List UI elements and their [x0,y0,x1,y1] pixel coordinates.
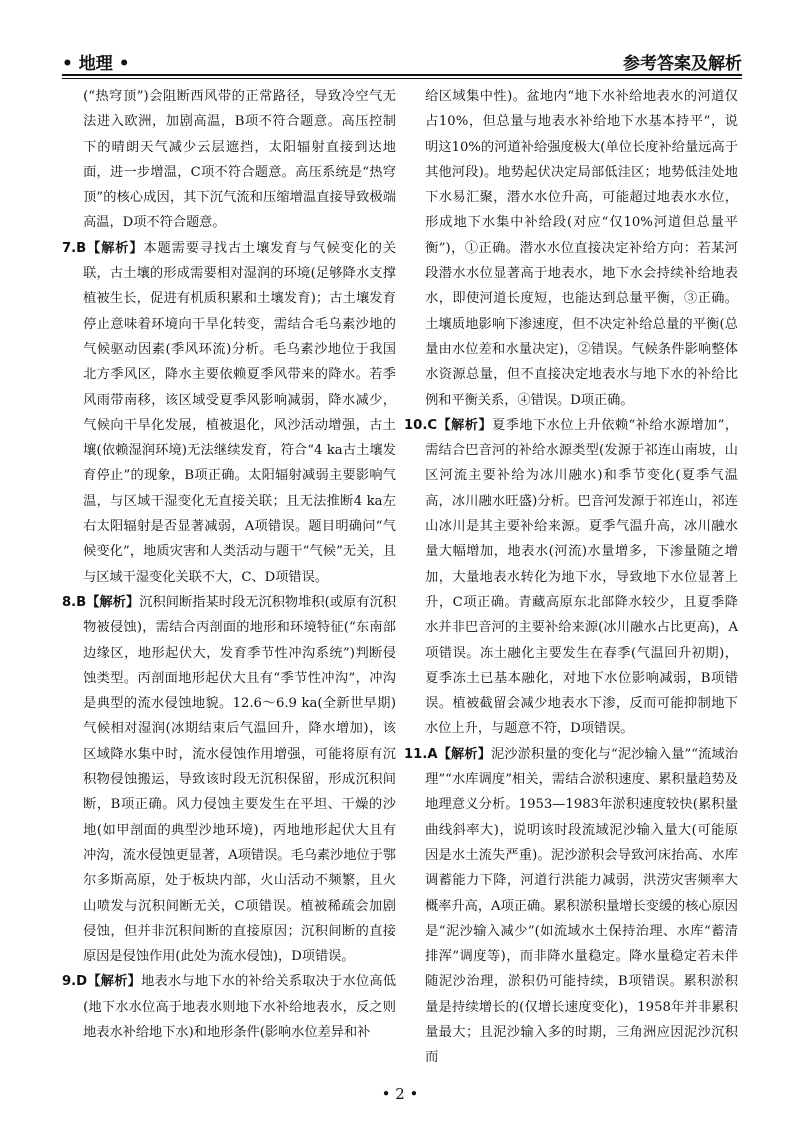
continuation-paragraph: (“热穹顶”)会阻断西风带的正常路径，导致冷空气无法进入欧洲，加剧高温，B项不符合题意。高压控制下的晴朗天气减少云层遮挡，太阳辐射直接到达地面，进一步增温，C项不符合题意。高压系统是“热穹顶”的核心成因，其下沉气流和压缩增温直接导致极端高温，D项不符合题意。 [83,89,396,231]
header-rule-thin [62,78,742,79]
question-number: 9.D [62,974,88,990]
analysis-tag: 【解析】 [437,746,492,762]
analysis-text: 本题需要寻找古土壤发育与气候变化的关联，古土壤的形成需要相对湿润的环境(足够降水支撑植被生长，促进有机质积累和土壤发育)；古土壤发育停止意味着环境向干旱化转变，需结合毛乌素沙地的气候驱动因素(季风环流)分析。毛乌素沙地位于我国北方季风区，降水主要依赖夏季风带来的降水。若季风雨带南移，该区域受夏季风影响减弱，降水减少，气候向干旱化发展，植被退化，风沙活动增强，古土壤(依赖湿润环境)无法继续发育，符合“4 ka古土壤发育停止”的现象，B项正确。太阳辐射减弱主要影响气温，与区域干湿变化无直接关联；且无法推断4 ka左右太阳辐射是否显著减弱，A项错误。题目明确问“气候变化”，地质灾害和人类活动与题干“气候”无关，且与区域干湿变化关联不大，C、D项错误。 [83,240,397,585]
analysis-text: 夏季地下水位上升依赖“补给水源增加”，需结合巴音河的补给水源类型(发源于祁连山南坡，山区河流主要补给为冰川融水)和季节变化(夏季气温高，冰川融水旺盛)分析。巴音河发源于祁连山，祁连山冰川是其主要补给来源。夏季气温升高，冰川融水量大幅增加，地表水(河流)水量增多，下渗量随之增加，大量地表水转化为地下水，导致地下水位显著上升，C项正确。青藏高原东北部降水较少，且夏季降水并非巴音河的主要补给来源(冰川融水占比更高)，A项错误。冻土融化主要发生在春季(气温回升初期)，夏季冻土已基本融化，对地下水位影响减弱，B项错误。植被截留会减少地表水下渗，反而可能抑制地下水位上升，与题意不符，D项错误。 [425,417,739,737]
analysis-tag: 【解析】 [87,974,142,990]
question-number: 11.A [404,746,438,762]
analysis-text: 沉积间断指某时段无沉积物堆积(或原有沉积物被侵蚀)，需结合丙剖面的地形和环境特征(“东南部边缘区，地形起伏大，发育季节性冲沟系统”)判断侵蚀类型。丙剖面地形起伏大且有“季节性冲沟”，冲沟是典型的流水侵蚀地貌。12.6～6.9 ka(全新世早期)气候相对湿润(冰期结束后气温回升，降水增加)，该区域降水集中时，流水侵蚀作用增强，可能将原有沉积物侵蚀搬运，导致该时段无沉积保留，形成沉积间断，B项正确。风力侵蚀主要发生在平坦、干燥的沙地(如甲剖面的典型沙地环境)，丙地地形起伏大且有冲沟，流水侵蚀更显著，A项错误。毛乌素沙地位于鄂尔多斯高原，处于板块内部，火山活动不频繁，且火山喷发与沉积间断无关，C项错误。植被稀疏会加剧侵蚀，但并非沉积间断的直接原因；沉积间断的直接原因是侵蚀作用(此处为流水侵蚀)，D项错误。 [83,594,397,965]
analysis-text: 地表水与地下水的补给关系取决于水位高低(地下水水位高于地表水则地下水补给地表水，反之则地表水补给地下水)和地形条件(影响水位差异和补 [83,974,397,1040]
page-number: • 2 • [381,1085,419,1103]
header-rule-thick [62,74,742,76]
answer-item-9 [62,969,396,1045]
answer-item-7 [62,236,396,590]
subject-label: • 地理 • [62,54,130,74]
answer-item-9-continued: 给区域集中性)。盆地内“地下水补给地表水的河道仅占10%，但总量与地表水补给地下水基本持平”，说明这10%的河道补给强度极大(单位长度补给量远高于其他河段)。地势起伏决定局部低洼区；地势低洼处地下水易汇聚，潜水水位升高，可能超过地表水水位，形成地下水集中补给段(对应“仅10%河道但总量平衡”)，①正确。潜水水位直接决定补给方向：若某河段潜水水位显著高于地表水，地下水会持续补给地表水，即使河道长度短，也能达到总量平衡，③正确。土壤质地影响下渗速度，但不决定补给总量的平衡(总量由水位差和水量决定)，②错误。气候条件影响整体水资源总量，但不直接决定地表水与地下水的补给比例和平衡关系，④错误。D项正确。 [425,89,738,408]
left-column [62,84,396,1045]
page-header [62,44,742,74]
right-column [404,84,738,1071]
analysis-tag: 【解析】 [86,240,144,256]
answer-item-10 [404,413,738,742]
question-number: 8.B [62,594,87,610]
header-title: 参考答案及解析 [623,54,742,74]
question-number: 7.B [62,240,87,256]
analysis-text: 泥沙淤积量的变化与“泥沙输入量”“流域治理”“水库调度”相关，需结合淤积速度、累积量趋势及地理意义分析。1953—1983年淤积速度较快(累积量曲线斜率大)，说明该时段流域泥沙输入量大(可能原因是水土流失严重)。泥沙淤积会导致河床抬高、水库调蓄能力下降，河道行洪能力减弱，洪涝灾害频率大概率升高，A项正确。累积淤积量增长变缓的核心原因是“泥沙输入减少”(如流域水土保持治理、水库“蓄清排浑”调度等)，而非降水量稳定。降水量稳定若未伴随泥沙治理，淤积仍可能持续，B项错误。累积淤积量是持续增长的(仅增长速度变化)，1958年并非累积量最大；且泥沙输入多的时期，三角洲应因泥沙沉积而 [425,746,739,1066]
analysis-tag: 【解析】 [86,594,140,610]
answer-item-8 [62,590,396,969]
analysis-tag: 【解析】 [437,417,493,433]
question-number: 10.C [404,417,438,433]
answer-item-11 [404,742,738,1071]
